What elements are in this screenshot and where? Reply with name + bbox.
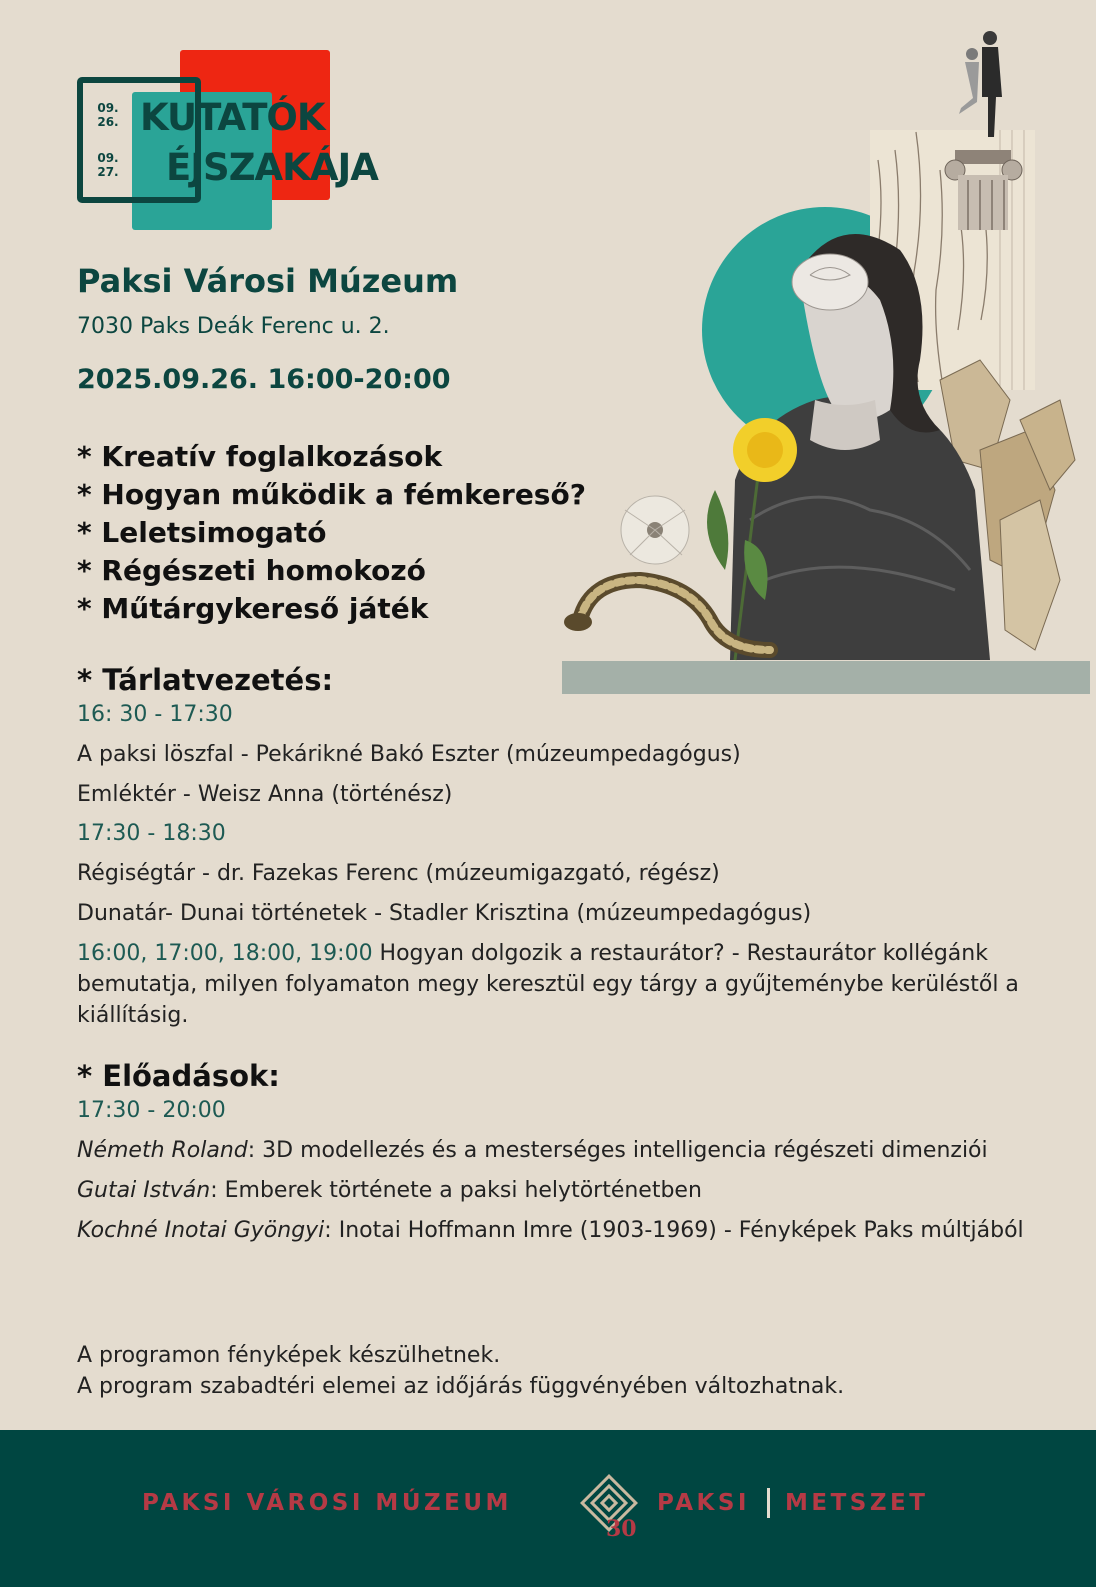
lecture-title: : Inotai Hoffmann Imre (1903-1969) - Fényképek Paks múltjából [324, 1218, 1024, 1243]
badge-number: 30 [606, 1516, 637, 1542]
lectures-section [77, 1058, 1037, 1246]
restorer-item [77, 938, 1037, 1031]
note-line: A programon fényképek készülhetnek. [77, 1343, 501, 1368]
tours-heading: * Tárlatvezetés: [77, 663, 334, 697]
lectures-time: 17:30 - 20:00 [77, 1098, 226, 1123]
tour-item: Emléktér - Weisz Anna (történész) [77, 782, 453, 807]
tour-item: Régiségtár - dr. Fazekas Ferenc (múzeumigazgató, régész) [77, 861, 720, 886]
lecture-title: : Emberek története a paksi helytörténetben [210, 1178, 702, 1203]
logo-word-kutatok: KUTATÓK [140, 96, 325, 139]
venue-address: 7030 Paks Deák Ferenc u. 2. [77, 314, 390, 339]
lecture-speaker: Gutai István [77, 1178, 211, 1203]
lecture-item [77, 1215, 1037, 1246]
tours-section [77, 662, 1037, 1031]
collage-illustration [560, 20, 1090, 700]
list-item: * Hogyan működik a fémkereső? [77, 478, 586, 511]
footer-paksi: PAKSI [657, 1490, 750, 1516]
tour-slot-time: 16: 30 - 17:30 [77, 702, 233, 727]
footer-divider [767, 1488, 770, 1518]
lecture-speaker: Németh Roland [77, 1138, 248, 1163]
activity-list [77, 438, 586, 628]
tour-item: Dunatár- Dunai történetek - Stadler Krisztina (múzeumpedagógus) [77, 901, 812, 926]
restorer-times: 16:00, 17:00, 18:00, 19:00 [77, 941, 373, 966]
tour-item: A paksi löszfal - Pekárikné Bakó Eszter (múzeumpedagógus) [77, 742, 741, 767]
list-item: * Leletsimogató [77, 516, 327, 549]
tour-slot-time: 17:30 - 18:30 [77, 821, 226, 846]
lecture-title: : 3D modellezés és a mesterséges intelligencia régészeti dimenziói [247, 1138, 988, 1163]
footer-metszet: METSZET [785, 1490, 929, 1516]
list-item: * Műtárgykereső játék [77, 592, 429, 625]
lectures-heading: * Előadások: [77, 1059, 280, 1093]
footer-bar [0, 1430, 1096, 1587]
logo-date-start: 09. 26. [97, 101, 119, 129]
dandelion-seedhead [621, 496, 689, 564]
footnotes [77, 1340, 1037, 1402]
anniversary-badge-icon [576, 1470, 648, 1542]
restorer-text: Hogyan dolgozik a restaurátor? - Restaurátor kollégánk bemutatja, milyen folyamaton megy keresztül egy tárgy a gyűjteménybe kerüléstől a kiállításig. [77, 941, 1019, 1028]
list-item: * Kreatív foglalkozások [77, 440, 443, 473]
event-datetime: 2025.09.26. 16:00-20:00 [77, 364, 451, 395]
lecture-item [77, 1175, 1037, 1206]
note-line: A program szabadtéri elemei az időjárás függvényében változhatnak. [77, 1374, 845, 1399]
logo-date-end: 09. 27. [97, 151, 119, 179]
venue-title: Paksi Városi Múzeum [77, 262, 459, 300]
lecture-speaker: Kochné Inotai Gyöngyi [77, 1218, 325, 1243]
footer-museum-name: PAKSI VÁROSI MÚZEUM [142, 1490, 512, 1516]
logo-word-ejszakaja: ÉJSZAKÁJA [166, 146, 378, 189]
lecture-item [77, 1135, 1037, 1166]
dancing-couple [959, 31, 1002, 137]
list-item: * Régészeti homokozó [77, 554, 426, 587]
